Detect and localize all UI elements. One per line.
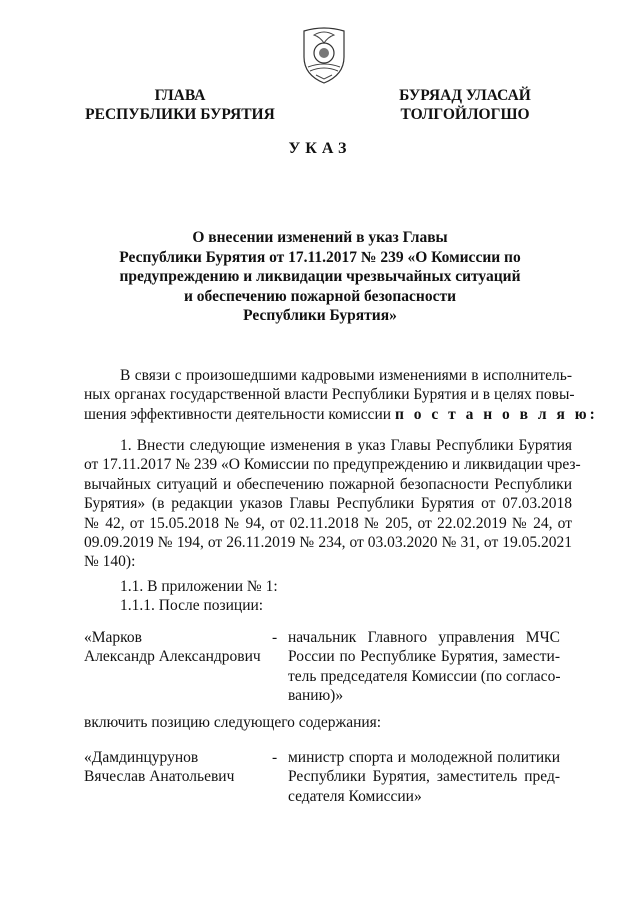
old-position-name-line: «Марков <box>84 629 142 646</box>
old-position-role <box>288 628 560 706</box>
old-position-name-line: Александр Александрович <box>84 648 261 666</box>
decree-word: п о с т а н о в л я ю: <box>394 405 598 423</box>
preamble-paragraph <box>84 366 598 424</box>
preamble-line-text: шения эффективности деятельности комиссии <box>84 405 392 423</box>
old-position-dash: - <box>272 629 278 646</box>
preamble-line: ных органах государственной власти Республики Бурятия и в целях повы- <box>84 386 575 404</box>
preamble-line-final <box>84 405 598 424</box>
item-1-line: от 17.11.2017 № 239 «О Комиссии по предупреждению и ликвидации чрез- <box>84 456 581 474</box>
sub-item-1-1-1: 1.1.1. После позиции: <box>120 597 264 614</box>
old-role-line: России по Республике Бурятия, замести- <box>288 648 560 666</box>
new-role-line: Республики Бурятия, заместитель пред- <box>288 768 560 786</box>
new-position-role <box>288 748 560 806</box>
document-title <box>100 228 540 326</box>
new-position-name <box>84 748 234 787</box>
new-position-name-line: Вячеслав Анатольевич <box>84 768 235 786</box>
title-line: предупреждению и ликвидации чрезвычайных ситуаций <box>119 268 521 285</box>
new-role-line: седателя Комиссии» <box>288 787 422 805</box>
item-1-line: Бурятия» (в редакции указов Главы Республики Бурятия от 07.03.2018 <box>84 495 572 513</box>
old-role-line: начальник Главного управления МЧС <box>288 629 560 646</box>
sub-item-1-1: 1.1. В приложении № 1: <box>120 578 278 595</box>
title-line: Республики Бурятия» <box>243 307 397 324</box>
header-left <box>80 86 280 124</box>
header-right-line-2: ТОЛГОЙЛОГШО <box>400 106 530 123</box>
item-1-line: 09.09.2019 № 194, от 26.11.2019 № 234, от 03.03.2020 № 31, от 19.05.2021 <box>84 534 572 552</box>
old-position-name <box>84 628 261 667</box>
item-1-line: вычайных ситуаций и обеспечению пожарной безопасности Республики <box>84 475 572 493</box>
header-left-line-1: ГЛАВА <box>154 87 206 104</box>
old-role-line: ванию)» <box>288 687 344 705</box>
new-role-line: министр спорта и молодежной политики <box>288 749 560 766</box>
include-text: включить позицию следующего содержания: <box>84 714 382 731</box>
preamble-line: В связи с произошедшими кадровыми изменениями в исполнитель- <box>120 367 572 384</box>
new-position-name-line: «Дамдинцурунов <box>84 749 199 766</box>
item-1-line: № 42, от 15.05.2018 № 94, от 02.11.2018 № 205, от 22.02.2019 № 24, от <box>84 514 572 532</box>
header-right-line-1: БУРЯАД УЛАСАЙ <box>399 87 531 104</box>
document-type: УКАЗ <box>288 140 352 157</box>
coat-of-arms-icon <box>298 23 350 85</box>
item-1-line: № 140): <box>84 553 136 571</box>
item-1-line: 1. Внести следующие изменения в указ Главы Республики Бурятия <box>120 437 572 454</box>
new-position-dash: - <box>272 749 278 766</box>
old-role-line: тель председателя Комиссии (по согласо- <box>288 667 561 685</box>
header-left-line-2: РЕСПУБЛИКИ БУРЯТИЯ <box>85 106 275 123</box>
title-line: и обеспечению пожарной безопасности <box>183 287 457 305</box>
title-line: О внесении изменений в указ Главы <box>192 229 448 246</box>
item-1-paragraph <box>84 436 581 572</box>
header-right <box>370 86 560 124</box>
title-line: Республики Бурятия от 17.11.2017 № 239 «О Комиссии по <box>119 248 521 266</box>
